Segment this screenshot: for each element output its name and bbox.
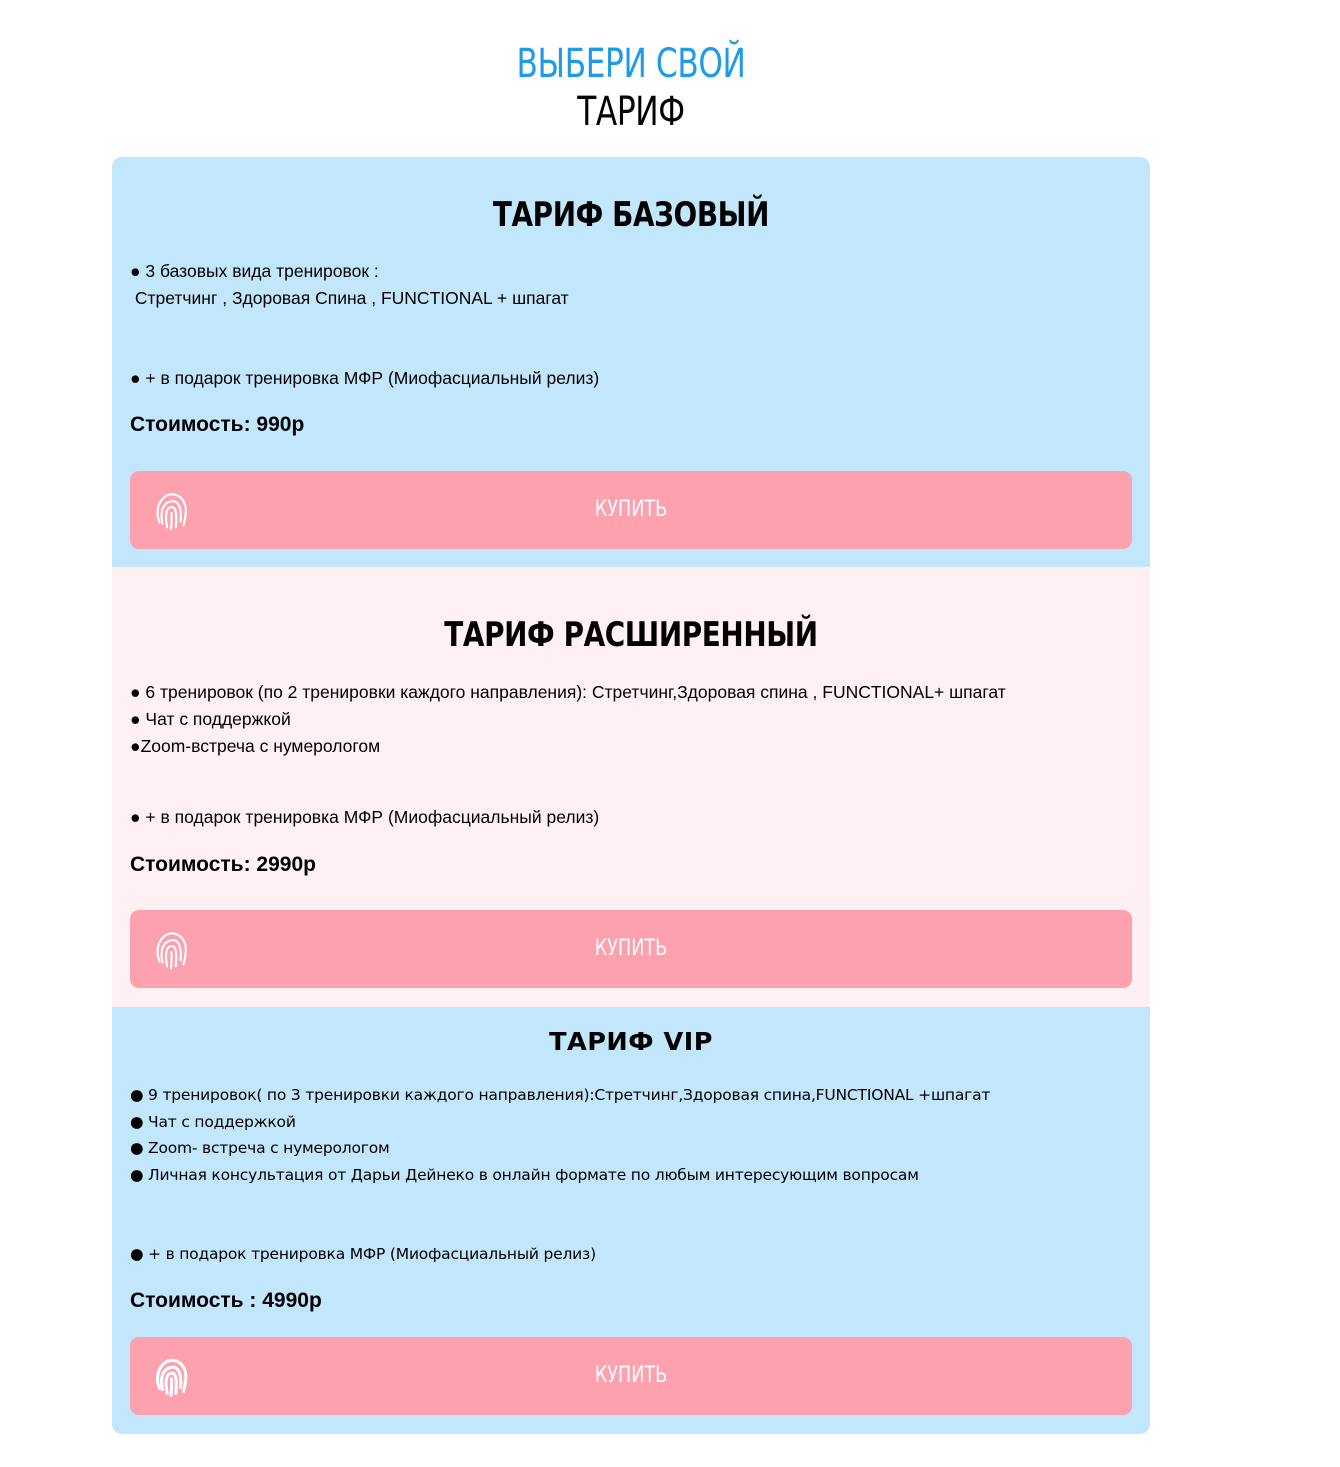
plan-card-extended — [112, 567, 1150, 1007]
plan-feature: ● 3 базовых вида тренировок : — [130, 261, 379, 281]
plan-feature: ● Чат с поддержкой — [130, 709, 291, 729]
plan-price: Стоимость : 4990р — [130, 1289, 322, 1312]
plan-title: ТАРИФ РАСШИРЕННЫЙ — [444, 615, 818, 655]
plan-gift: ● + в подарок тренировка МФР (Миофасциальный релиз) — [130, 368, 600, 388]
plan-feature: ● Личная консультация от Дарьи Дейнеко в онлайн формате по любым интересующим вопросам — [130, 1166, 919, 1184]
plan-gift: ● + в подарок тренировка МФР (Миофасциальный релиз) — [130, 1245, 596, 1263]
plan-feature: ●Zoom-встреча с нумерологом — [130, 736, 381, 756]
plan-title: ТАРИФ VIP — [549, 1027, 713, 1056]
buy-button-basic[interactable] — [130, 471, 1132, 549]
heading-line-accent: ВЫБЕРИ СВОЙ — [516, 41, 746, 87]
buy-button-vip[interactable] — [130, 1337, 1132, 1415]
buy-button-label: КУПИТЬ — [594, 497, 668, 522]
pricing-plans — [112, 157, 1150, 1434]
plan-feature: ● 6 тренировок (по 2 тренировки каждого направления): Стретчинг,Здоровая спина , FUNCTIONAL+ шпагат — [130, 682, 1006, 702]
plan-feature: ● 9 тренировок( по 3 тренировки каждого направления):Стретчинг,Здоровая спина,FUNCTIONAL +шпагат — [130, 1086, 991, 1104]
fingerprint-icon — [148, 926, 194, 972]
plan-price: Стоимость: 2990р — [130, 853, 316, 876]
plan-feature: ● Чат с поддержкой — [130, 1113, 296, 1131]
plan-gift: ● + в подарок тренировка МФР (Миофасциальный релиз) — [130, 807, 600, 827]
plan-feature: ● Zoom- встреча с нумерологом — [130, 1139, 390, 1157]
buy-button-label: КУПИТЬ — [594, 936, 668, 961]
plan-card-basic — [112, 157, 1150, 567]
plan-price: Стоимость: 990р — [130, 413, 305, 436]
buy-button-extended[interactable] — [130, 910, 1132, 988]
fingerprint-icon — [148, 1353, 194, 1399]
plan-card-vip — [112, 1007, 1150, 1434]
heading-line-dark: ТАРИФ — [577, 89, 685, 135]
fingerprint-icon — [148, 487, 194, 533]
plan-title: ТАРИФ БАЗОВЫЙ — [492, 195, 770, 235]
plan-feature: Стретчинг , Здоровая Спина , FUNCTIONAL + шпагат — [130, 288, 569, 308]
buy-button-label: КУПИТЬ — [594, 1363, 668, 1388]
section-heading — [0, 40, 1262, 136]
